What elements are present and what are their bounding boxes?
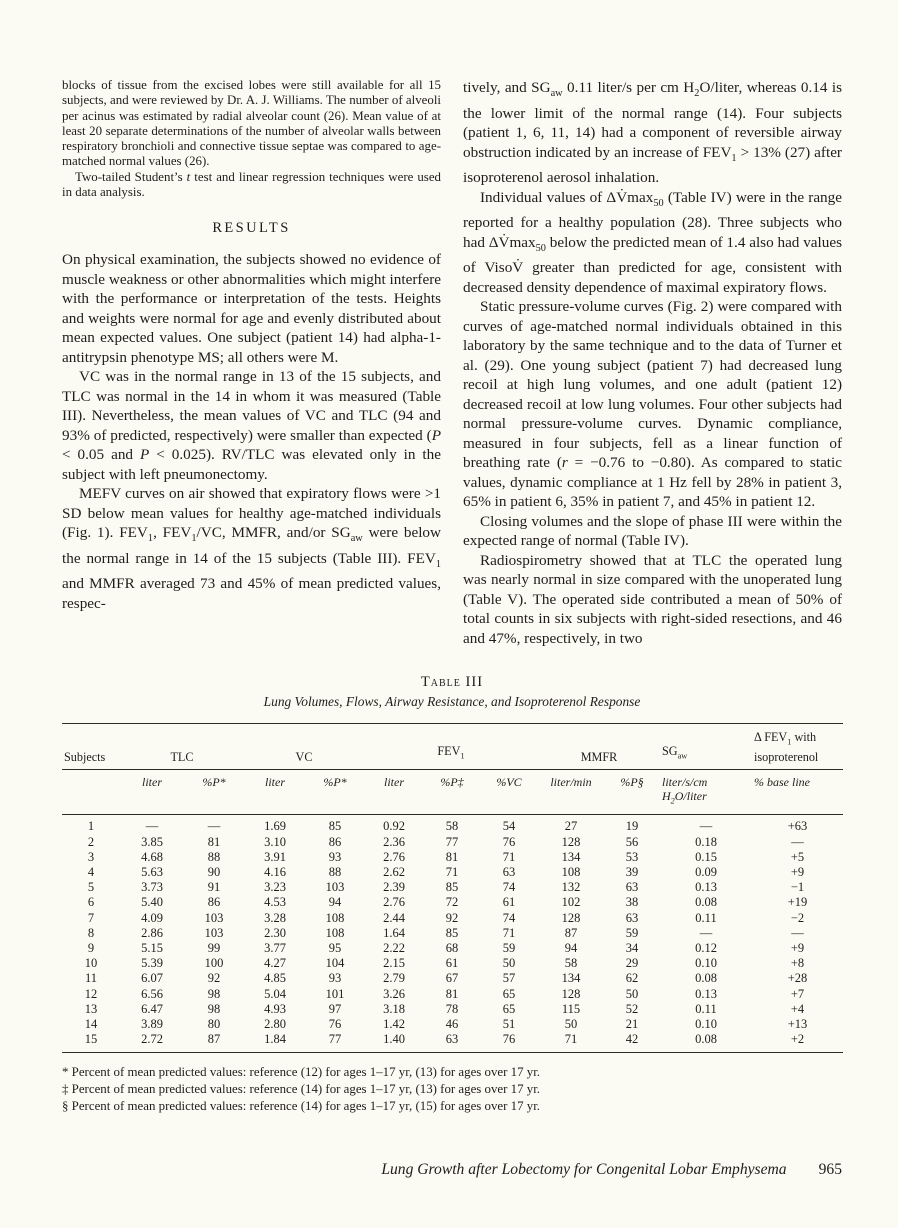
section-heading-results: RESULTS: [212, 220, 291, 237]
table-cell: 128: [561, 834, 581, 849]
table-cell: 132: [561, 880, 581, 895]
table-row: [62, 926, 843, 941]
table-cell: 19: [625, 819, 639, 834]
table-cell: 2.15: [383, 956, 405, 971]
table-label: Table III: [420, 674, 484, 691]
table-cell: 5.15: [141, 940, 163, 955]
table-cell: 134: [561, 849, 581, 864]
table-cell: 92: [207, 971, 221, 986]
table-cell: 0.08: [695, 971, 717, 986]
table-cell: 2.36: [383, 834, 405, 849]
unit-mmfr-percent: %P§: [604, 769, 660, 814]
table-cell: 57: [502, 971, 516, 986]
table-row: [62, 880, 843, 895]
table-cell: 61: [445, 956, 459, 971]
table-cell: 53: [625, 849, 639, 864]
table-cell: 85: [445, 925, 459, 940]
table-cell: 0.09: [695, 864, 717, 879]
unit-tlc-percent: %P*: [184, 769, 244, 814]
table-cell: 2.72: [120, 1032, 184, 1053]
table-cell: +7: [790, 986, 805, 1001]
table-cell: 93: [328, 971, 342, 986]
table-row: [62, 1032, 843, 1053]
unit-vc-liter: liter: [244, 769, 306, 814]
table-cell: 0.12: [695, 940, 717, 955]
page-number: 965: [818, 1161, 842, 1179]
table-cell: 59: [502, 940, 516, 955]
table-cell: 0.92: [383, 819, 405, 834]
table-cell: 98: [207, 1001, 221, 1016]
table-cell: 3.26: [383, 986, 405, 1001]
table-cell: 5.39: [141, 956, 163, 971]
running-title: Lung Growth after Lobectomy for Congenital Lobar Emphysema: [381, 1161, 787, 1179]
unit-tlc-liter: liter: [120, 769, 184, 814]
table-cell: 128: [561, 986, 581, 1001]
body-paragraph: On physical examination, the subjects showed no evidence of muscle weakness or other abnormalities which might interfere with the performance or interpretation of the tests. Heights and weights were normal for age and evenly distributed about mean expected values. One subject (patient 14) had alpha-1-antitrypsin phenotype MS; all others were M.: [62, 251, 441, 366]
methods-paragraph: Two-tailed Student’s t test and linear regression techniques were used in data analysis.: [62, 169, 441, 200]
table-cell: 4.09: [141, 910, 163, 925]
table-cell: 88: [207, 849, 221, 864]
table-row: [62, 850, 843, 865]
table-cell: 58: [564, 956, 578, 971]
table-cell: 81: [445, 849, 459, 864]
table-cell: 71: [445, 864, 459, 879]
table-cell: 52: [625, 1001, 639, 1016]
table-cell: 3.91: [264, 849, 286, 864]
table-cell: +63: [787, 819, 808, 834]
table-cell: 93: [328, 849, 342, 864]
table-cell: 2.39: [383, 880, 405, 895]
table-cell: 63: [625, 910, 639, 925]
table-footnote: ‡ Percent of mean predicted values: reference (14) for ages 1–17 yr, (13) for ages over 17 yr.: [62, 1082, 541, 1097]
table-cell: 67: [445, 971, 459, 986]
table-caption: Lung Volumes, Flows, Airway Resistance, and Isoproterenol Response: [263, 694, 641, 710]
table-cell: 51: [502, 1017, 516, 1031]
table-cell: 86: [207, 895, 221, 910]
table-cell: 87: [184, 1032, 244, 1053]
unit-fev1-percent: %P‡: [424, 769, 480, 814]
table-cell: 39: [625, 864, 639, 879]
table-cell: 81: [445, 986, 459, 1001]
table-cell: 101: [325, 986, 345, 1001]
table-cell: 87: [564, 925, 578, 940]
table-cell: —: [145, 819, 159, 834]
table-cell: 5.04: [264, 986, 286, 1001]
table-body: [62, 815, 843, 1053]
table-cell: 9: [87, 940, 95, 955]
table-cell: 21: [625, 1017, 639, 1031]
table-footnote: § Percent of mean predicted values: reference (14) for ages 1–17 yr, (15) for ages over 17 yr.: [62, 1099, 541, 1114]
column-header-subjects: Subjects: [62, 724, 120, 770]
methods-paragraph: blocks of tissue from the excised lobes were still available for all 15 subjects, and were reviewed by Dr. A. J. Williams. The number of alveoli per acinus was estimated by radial alveolar count (26). Mean value of at least 20 separate determinations of the number of alveolar walls between respiratory bronchioli and connective tissue septae was compared to age-matched normal values (26).: [62, 78, 441, 169]
body-paragraph: MEFV curves on air showed that expiratory flows were >1 SD below mean values for healthy age-matched individuals (Fig. 1). $FEV_1$, $FEV_1/VC$, MMFR, and/or $SG_{aw}$ were below the normal range in 14 of the 15 subjects (Table III). $FEV_1$ and MMFR averaged 73 and 45% of mean predicted values, respec-: [62, 485, 441, 612]
table-cell: 6.56: [141, 986, 163, 1001]
table-cell: 2: [87, 834, 95, 849]
table-cell: 90: [207, 864, 221, 879]
table-row: [62, 815, 843, 835]
table-cell: 4.93: [264, 1001, 286, 1016]
table-cell: 0.10: [695, 1017, 717, 1031]
table-cell: —: [699, 925, 713, 940]
table-cell: +8: [790, 956, 805, 971]
table-row: [62, 971, 843, 986]
table-row: [62, 1017, 843, 1032]
unit-sgaw: liter/s/cm $H_2O$/liter: [660, 769, 752, 814]
body-paragraph: Radiospirometry showed that at TLC the operated lung was nearly normal in size compared with the unoperated lung (Table V). The operated side contributed a mean of 50% of total counts in six subjects with right-sided resections, and 46 and 47%, respectively, in two: [463, 551, 842, 647]
table-cell: 80: [207, 1017, 221, 1031]
table-units-row: [62, 769, 843, 814]
table-cell: 134: [561, 971, 581, 986]
table-cell: 1.69: [264, 819, 286, 834]
table-cell: 4.53: [264, 895, 286, 910]
table-cell: +4: [790, 1001, 805, 1016]
table-cell: 0.08: [695, 895, 717, 910]
table-cell: 77: [306, 1032, 364, 1053]
table-cell: 5.40: [141, 895, 163, 910]
table-cell: 2.62: [383, 864, 405, 879]
table-iii-block: [62, 674, 842, 1115]
table-cell: 42: [604, 1032, 660, 1053]
unit-fev1-liter: liter: [364, 769, 424, 814]
column-header-delta-fev1: Δ $FEV_1$ with isoproterenol: [752, 724, 843, 770]
table-row: [62, 835, 843, 850]
table-cell: 74: [502, 880, 516, 895]
table-header: [62, 724, 843, 815]
table-cell: 4.16: [264, 864, 286, 879]
column-header-vc: VC: [244, 724, 364, 770]
table-cell: 61: [502, 895, 516, 910]
table-cell: 59: [625, 925, 639, 940]
table-cell: 2.44: [383, 910, 405, 925]
table-cell: +2: [752, 1032, 843, 1053]
page-footer: [62, 1161, 842, 1179]
table-cell: 0.15: [695, 849, 717, 864]
table-row: [62, 911, 843, 926]
table-cell: 34: [625, 940, 639, 955]
table-cell: +9: [790, 864, 805, 879]
table-cell: 4.85: [264, 971, 286, 986]
table-cell: 54: [502, 819, 516, 834]
table-cell: 7: [87, 910, 95, 925]
table-cell: −1: [790, 880, 805, 895]
unit-delta-baseline: % base line: [752, 769, 843, 814]
table-cell: +28: [787, 971, 808, 986]
table-cell: 1.40: [364, 1032, 424, 1053]
table-cell: 128: [561, 910, 581, 925]
table-cell: —: [699, 819, 713, 834]
table-cell: 3.18: [383, 1001, 405, 1016]
column-header-sgaw: $SG_{aw}$: [660, 724, 752, 770]
table-cell: 63: [502, 864, 516, 879]
table-cell: 56: [625, 834, 639, 849]
table-cell: 92: [445, 910, 459, 925]
table-row: [62, 941, 843, 956]
table-row: [62, 1002, 843, 1017]
article-text: [62, 78, 842, 648]
table-cell: +5: [790, 849, 805, 864]
table-cell: 3.73: [141, 880, 163, 895]
table-cell: 2.79: [383, 971, 405, 986]
table-cell: 14: [84, 1017, 98, 1031]
table-cell: 65: [502, 986, 516, 1001]
table-cell: 103: [325, 880, 345, 895]
table-row: [62, 895, 843, 910]
table-cell: 68: [445, 940, 459, 955]
table-cell: 88: [328, 864, 342, 879]
table-cell: 0.13: [695, 880, 717, 895]
table-cell: 0.08: [660, 1032, 752, 1053]
table-cell: 1.64: [383, 925, 405, 940]
table-cell: 76: [480, 1032, 538, 1053]
table-cell: 0.11: [695, 1001, 717, 1016]
table-iii: [62, 723, 843, 1053]
table-cell: 103: [204, 910, 224, 925]
table-cell: —: [207, 819, 221, 834]
table-cell: 6.47: [141, 1001, 163, 1016]
table-cell: 0.13: [695, 986, 717, 1001]
table-cell: 2.86: [141, 925, 163, 940]
table-cell: 2.76: [383, 895, 405, 910]
column-header-mmfr: MMFR: [538, 724, 660, 770]
table-cell: 99: [207, 940, 221, 955]
table-cell: 81: [207, 834, 221, 849]
table-cell: −2: [790, 910, 805, 925]
table-cell: 94: [564, 940, 578, 955]
table-cell: 8: [87, 925, 95, 940]
table-cell: 77: [445, 834, 459, 849]
table-cell: 2.76: [383, 849, 405, 864]
table-cell: 108: [325, 925, 345, 940]
table-cell: 3.85: [141, 834, 163, 849]
table-cell: 6.07: [141, 971, 163, 986]
table-cell: 15: [62, 1032, 120, 1053]
table-cell: 3.10: [264, 834, 286, 849]
table-cell: —: [791, 925, 804, 940]
table-cell: 100: [204, 956, 224, 971]
left-column: [62, 78, 441, 648]
table-cell: 38: [625, 895, 639, 910]
table-cell: 71: [538, 1032, 604, 1053]
table-row: [62, 956, 843, 971]
table-row: [62, 987, 843, 1002]
table-cell: 63: [424, 1032, 480, 1053]
table-cell: 27: [564, 819, 578, 834]
table-cell: 76: [502, 834, 516, 849]
table-cell: 108: [325, 910, 345, 925]
table-cell: 4.68: [141, 849, 163, 864]
table-cell: 3.23: [264, 880, 286, 895]
table-cell: 2.22: [383, 940, 405, 955]
table-cell: 104: [325, 956, 345, 971]
table-cell: 4: [87, 864, 95, 879]
body-paragraph: Static pressure-volume curves (Fig. 2) were compared with curves of age-matched normal individuals obtained in this laboratory by the same technique and to the data of Turner et al. (29). One young subject (patient 7) had decreased lung recoil at high lung volumes, and one adult (patient 12) decreased recoil at low lung volumes. Four other subjects had normal pressure-volume curves. Dynamic compliance, measured in four subjects, fell as a linear function of breathing rate (r = −0.76 to −0.80). As compared to static values, dynamic compliance at 1 Hz fell by 28% in patient 3, 65% in patient 6, 35% in patient 7, and 45% in patient 12.: [463, 298, 842, 511]
body-paragraph: tively, and $SG_{aw}$ 0.11 liter/s per cm $H_2O$/liter, whereas 0.14 is the lower limit of the normal range (14). Four subjects (patient 1, 6, 11, 14) had a component of reversible airway obstruction indicated by an increase of $FEV_1 > 13\%$ (27) after isoproterenol aerosol inhalation.: [463, 79, 842, 187]
table-cell: 97: [328, 1001, 342, 1016]
table-cell: 102: [561, 895, 581, 910]
table-cell: +19: [787, 895, 808, 910]
table-cell: 0.11: [695, 910, 717, 925]
table-cell: 10: [84, 956, 98, 971]
table-cell: 108: [561, 864, 581, 879]
table-cell: 74: [502, 910, 516, 925]
table-cell: 5.63: [141, 864, 163, 879]
table-cell: 63: [625, 880, 639, 895]
table-footnotes: [62, 1064, 842, 1115]
table-cell: —: [791, 834, 804, 849]
table-cell: 76: [328, 1017, 342, 1031]
table-cell: 65: [502, 1001, 516, 1016]
table-cell: +9: [790, 940, 805, 955]
unit-fev1-percent-vc: %VC: [480, 769, 538, 814]
table-cell: 86: [328, 834, 342, 849]
table-cell: 50: [625, 986, 639, 1001]
table-cell: 13: [84, 1001, 98, 1016]
table-cell: 78: [445, 1001, 459, 1016]
table-cell: 1.84: [244, 1032, 306, 1053]
column-header-fev1: $FEV_1$: [364, 724, 538, 770]
table-cell: 71: [502, 925, 516, 940]
table-cell: 11: [84, 971, 98, 986]
table-cell: 85: [328, 819, 342, 834]
table-cell: 3: [87, 849, 95, 864]
table-cell: 5: [87, 880, 95, 895]
table-cell: 50: [502, 956, 516, 971]
table-cell: 50: [564, 1017, 578, 1031]
table-cell: 103: [204, 925, 224, 940]
table-cell: 58: [445, 819, 459, 834]
table-cell: 1: [87, 819, 95, 834]
units-spacer: [62, 769, 120, 814]
table-cell: 94: [328, 895, 342, 910]
unit-vc-percent: %P*: [306, 769, 364, 814]
table-cell: 2.80: [264, 1017, 286, 1031]
unit-mmfr-liter-min: liter/min: [538, 769, 604, 814]
table-footnote: * Percent of mean predicted values: reference (12) for ages 1–17 yr, (13) for ages over 17 yr.: [62, 1065, 541, 1080]
table-cell: 91: [207, 880, 221, 895]
table-cell: 0.18: [695, 834, 717, 849]
table-cell: 3.28: [264, 910, 286, 925]
body-paragraph: Individual values of $\Delta V̇\max_{50}$ (Table IV) were in the range reported for a healthy population (28). Three subjects who had $\Delta V̇\max_{50}$ below the predicted mean of 1.4 also had values of VisoV̇ greater than predicted for age, consistent with decreased density dependence of maximal expiratory flows.: [463, 188, 842, 296]
table-cell: 46: [445, 1017, 459, 1031]
table-cell: 62: [625, 971, 639, 986]
table-cell: +13: [787, 1017, 808, 1031]
table-cell: 3.89: [141, 1017, 163, 1031]
table-cell: 3.77: [264, 940, 286, 955]
table-cell: 115: [561, 1001, 581, 1016]
table-cell: 12: [84, 986, 98, 1001]
table-cell: 95: [328, 940, 342, 955]
table-cell: 72: [445, 895, 459, 910]
table-group-header-row: [62, 724, 843, 770]
body-paragraph: Closing volumes and the slope of phase III were within the expected range of normal (Table IV).: [463, 512, 842, 550]
table-cell: 4.27: [264, 956, 286, 971]
table-cell: 0.10: [695, 956, 717, 971]
table-cell: 6: [87, 895, 95, 910]
table-cell: 98: [207, 986, 221, 1001]
table-cell: 2.30: [264, 925, 286, 940]
table-row: [62, 865, 843, 880]
table-cell: 85: [445, 880, 459, 895]
right-column: [463, 78, 842, 648]
table-cell: 71: [502, 849, 516, 864]
body-paragraph: VC was in the normal range in 13 of the 15 subjects, and TLC was normal in the 14 in whom it was measured (Table III). Nevertheless, the mean values of VC and TLC (94 and 93% of predicted, respectively) were smaller than expected (P < 0.05 and P < 0.025). RV/TLC was elevated only in the subject with left pneumonectomy.: [62, 368, 441, 483]
table-cell: 1.42: [383, 1017, 405, 1031]
table-cell: 29: [625, 956, 639, 971]
column-header-tlc: TLC: [120, 724, 244, 770]
